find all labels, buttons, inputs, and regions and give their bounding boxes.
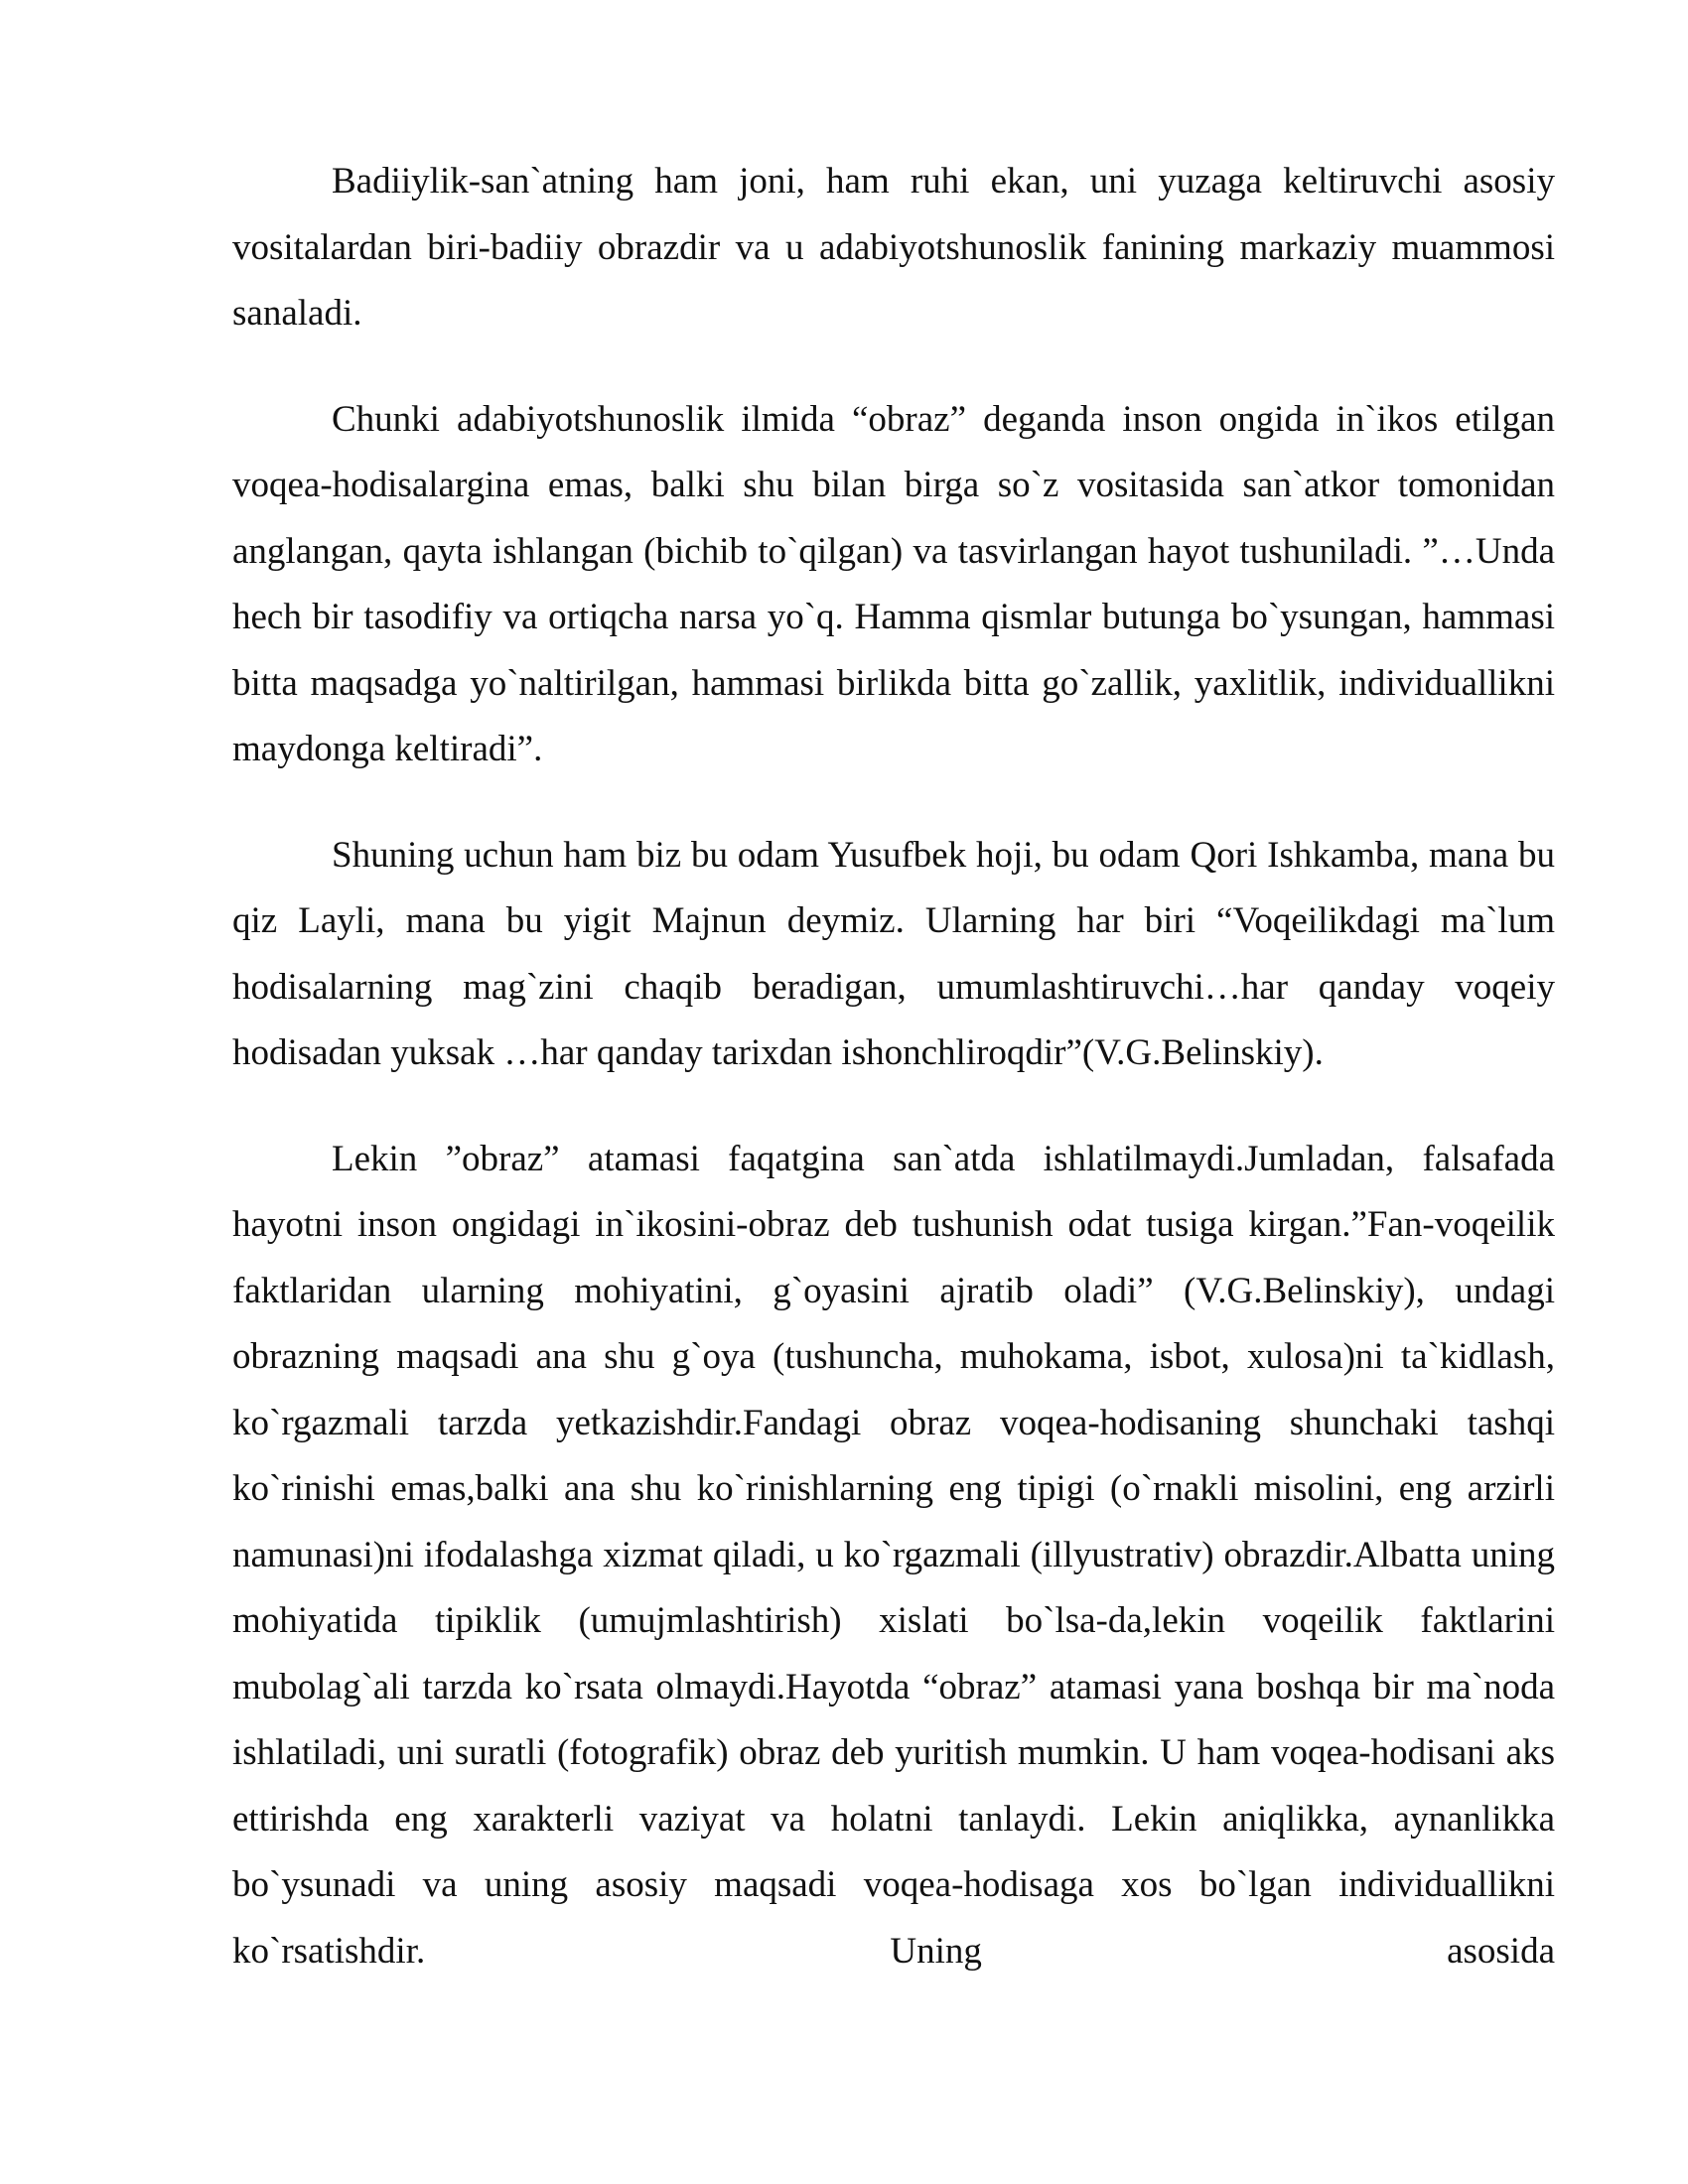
paragraph-1: Badiiylik-san`atning ham joni, ham ruhi ekan, uni yuzaga keltiruvchi asosiy vositalardan biri-badiiy obrazdir va u adabiyotshunoslik fanining markaziy muammosi sanaladi. xyxy=(232,161,1555,334)
paragraph-3: Shuning uchun ham biz bu odam Yusufbek hoji, bu odam Qori Ishkamba, mana bu qiz Layli, mana bu yigit Majnun deymiz. Ularning har biri “Voqeilikdagi ma`lum hodisalarning mag`zini chaqib beradigan, umumlashtiruvchi…har qanday voqeiy hodisadan yuksak …har qanday tarixdan ishonchliroqdir”(V.G.Belinskiy). xyxy=(232,834,1555,1073)
paragraph-2: Chunki adabiyotshunoslik ilmida “obraz” deganda inson ongida in`ikos etilgan voqea-hodisalargina emas, balki shu bilan birga so`z vositasida san`atkor tomonidan anglangan, qayta ishlangan (bichib to`qilgan) va tasvirlangan hayot tushuniladi. ”…Unda hech bir tasodifiy va ortiqcha narsa yo`q. Hamma qismlar butunga bo`ysungan, hammasi bitta maqsadga yo`naltirilgan, hammasi birlikda bitta go`zallik, yaxlitlik, individuallikni maydonga keltiradi”. xyxy=(232,398,1555,769)
paragraph-4: Lekin ”obraz” atamasi faqatgina san`atda ishlatilmaydi.Jumladan, falsafada hayotni inson ongidagi in`ikosini-obraz deb tushunish odat tusiga kirgan.”Fan-voqeilik faktlaridan ularning mohiyatini, g`oyasini ajratib oladi” (V.G.Belinskiy), undagi obrazning maqsadi ana shu g`oya (tushuncha, muhokama, isbot, xulosa)ni ta`kidlash, ko`rgazmali tarzda yetkazishdir.Fandagi obraz voqea-hodisaning shunchaki tashqi ko`rinishi emas,balki ana shu ko`rinishlarning eng tipigi (o`rnakli misolini, eng arzirli namunasi)ni ifodalashga xizmat qiladi, u ko`rgazmali (illyustrativ) obrazdir.Albatta uning mohiyatida tipiklik (umujmlashtirish) xislati bo`lsa-da,lekin voqeilik faktlarini mubolag`ali tarzda ko`rsata olmaydi.Hayotda “obraz” atamasi yana boshqa bir ma`noda ishlatiladi, uni suratli (fotografik) obraz deb yuritish mumkin. U ham voqea-hodisani aks ettirishda eng xarakterli vaziyat va holatni tanlaydi. Lekin aniqlikka, aynanlikka bo`ysunadi va uning asosiy maqsadi voqea-hodisaga xos bo`lgan individuallikni ko`rsatishdir. Uning asosida xyxy=(232,1138,1555,1972)
